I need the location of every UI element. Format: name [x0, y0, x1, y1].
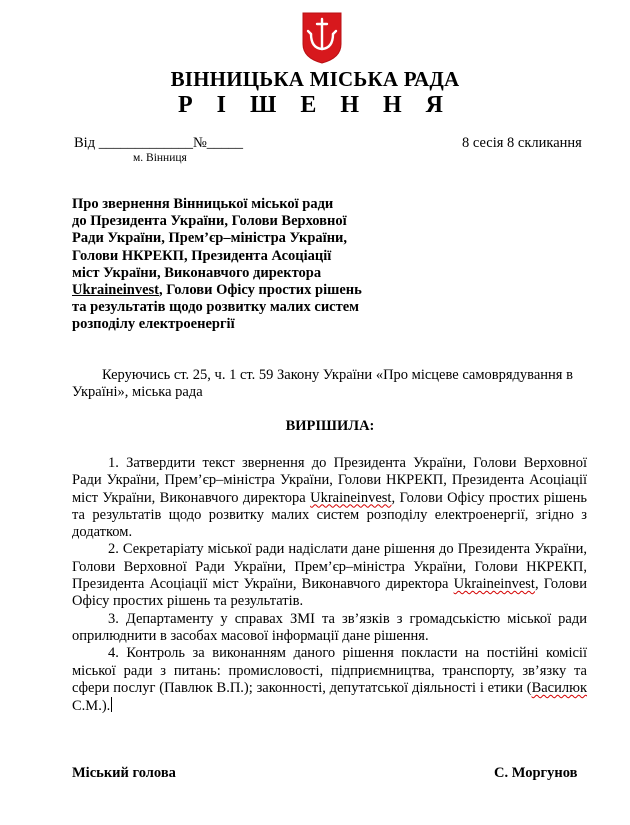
resolution-item: 4. Контроль за виконанням даного рішення покласти на постійні комісії міської ради з питань: промисловості, підприємництва, транспорту, зв’язку та сфери послуг (Павлюк В.П.); законності, депутатської діяльності і етики (Василюк С.М.). — [72, 645, 587, 715]
city-label: м. Вінниця — [133, 152, 187, 164]
council-name: ВІННИЦЬКА МІСЬКА РАДА — [170, 67, 460, 91]
resolution-item: 3. Департаменту у справах ЗМІ та зв’язків з громадськістю міської ради оприлюднити в засобах масової інформації дане рішення. — [72, 610, 587, 644]
signature-title: Міський голова — [72, 765, 176, 781]
subject-line: Ukraineinvest, Голови Офісу простих рішень — [72, 282, 362, 299]
signature-name: С. Моргунов — [494, 765, 578, 781]
preamble-text: Керуючись ст. 25, ч. 1 ст. 59 Закону України «Про місцеве самоврядування в Україні», міська рада — [72, 367, 573, 401]
date-number-line: Від _____________№_____ — [74, 135, 244, 151]
resolution-item: 1. Затвердити текст звернення до Президента України, Голови Верховної Ради України, Прем’єр–міністра України, Голови НКРЕКП, Президента Асоціації міст України, Виконавчого директора Ukraineinvest, Голови Офісу простих рішень та результатів щодо розвитку малих систем розподілу електроенергії, згідно з додатком. — [72, 455, 587, 541]
subject-line: міст України, Виконавчого директора — [72, 264, 322, 281]
document-title: Р І Ш Е Н Н Я — [177, 92, 453, 118]
resolution-item: 2. Секретаріату міської ради надіслати дане рішення до Президента України, Голови Верховної Ради України, Прем’єр–міністра України, Голови НКРЕКП, Президента Асоціації міст України, Виконавчого директора Ukraineinvest, Голови Офісу простих рішень та результатів. — [72, 541, 587, 610]
subject-line: Про звернення Вінницької міської ради — [72, 196, 334, 212]
preamble — [72, 367, 587, 402]
resolved-heading: ВИРІШИЛА: — [285, 418, 375, 434]
vinnytsia-coat-of-arms-icon — [302, 12, 342, 64]
subject-line: Голови НКРЕКП, Президента Асоціації — [72, 247, 332, 264]
subject-block — [72, 196, 402, 334]
subject-line: розподілу електроенергії — [72, 316, 235, 333]
text-cursor — [111, 697, 112, 712]
subject-line: та результатів щодо розвитку малих систем — [72, 299, 360, 316]
resolution-items — [72, 455, 587, 715]
subject-line: Ради України, Прем’єр–міністра України, — [72, 230, 348, 247]
session-label: 8 сесія 8 скликання — [462, 135, 582, 151]
subject-line: до Президента України, Голови Верховної — [72, 213, 347, 230]
